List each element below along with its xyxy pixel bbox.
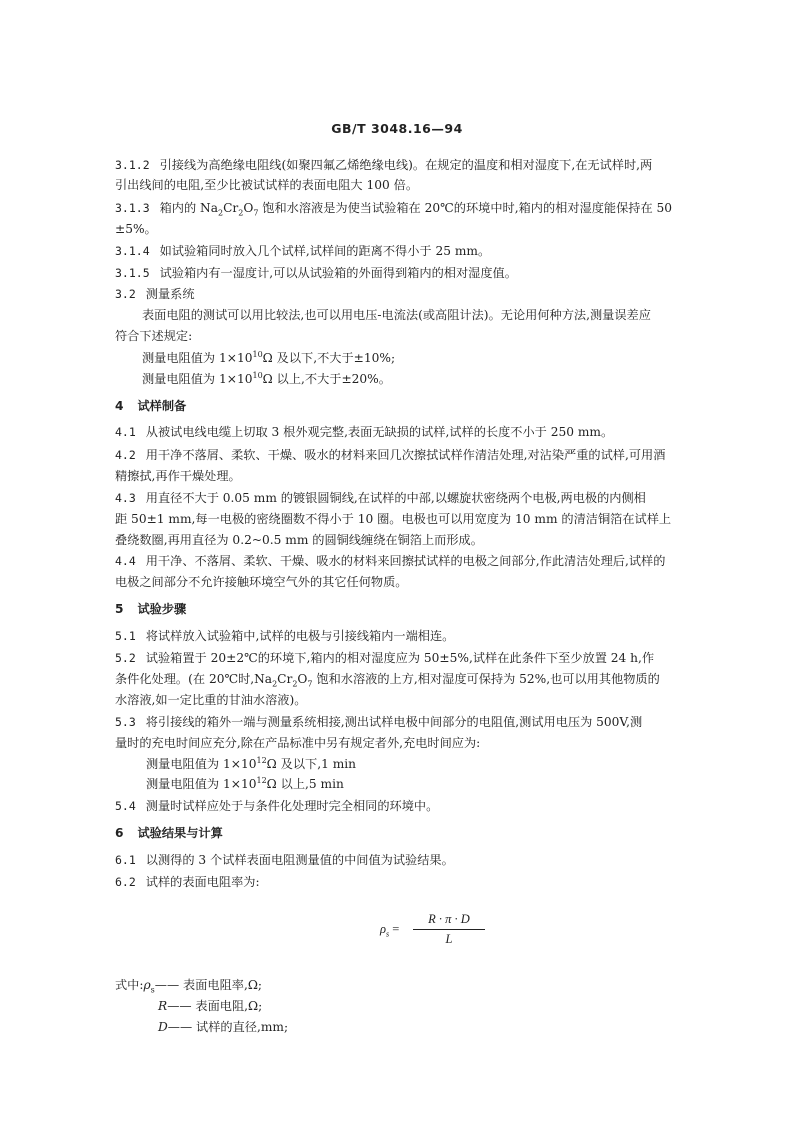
clause-5-2-cont-2: 水溶液,如一定比重的甘油水溶液)。 — [115, 693, 307, 707]
section-6-heading: 6 试验结果与计算 — [115, 826, 223, 840]
clause-5-3-cont: 量时的充电时间应充分,除在产品标准中另有规定者外,充电时间应为: — [115, 736, 481, 750]
clause-5-3: 5.3 将引接线的箱外一端与测量系统相接,测出试样电极中间部分的电阻值,测试用电压为 500V,测 — [115, 715, 643, 729]
clause-3-2-body: 表面电阻的测试可以用比较法,也可以用电压-电流法(或高阻计法)。无论用何种方法,测量误差应 — [142, 308, 651, 322]
clause-5-1: 5.1 将试样放入试验箱中,试样的电极与引接线箱内一端相连。 — [115, 629, 455, 643]
formula-numerator: R · π · D — [428, 912, 470, 926]
clause-6-2: 6.2 试样的表面电阻率为: — [115, 875, 260, 889]
clause-4-4-cont: 电极之间部分不允许接触环境空气外的其它任何物质。 — [115, 575, 408, 589]
where-rho: 式中$:\rho_s——$ 表面电阻率,Ω; — [115, 978, 263, 995]
where-d: D—— 试样的直径,mm; — [158, 1020, 289, 1034]
section-4-heading: 4 试样制备 — [115, 399, 187, 413]
formula-fraction — [413, 912, 485, 947]
clause-3-1-5: 3.1.5 试验箱内有一湿度计,可以从试验箱的外面得到箱内的相对湿度值。 — [115, 266, 517, 280]
clause-6-1: 6.1 以测得的 3 个试样表面电阻测量值的中间值为试验结果。 — [115, 853, 454, 867]
clause-3-1-3: 3.1.3 箱内的 $Na_2Cr_2O_7$ 饱和水溶液是为使当试验箱在 20℃的环境中时,箱内的相对湿度能保持在 50 — [115, 201, 673, 218]
clause-4-4: 4.4 用干净、不落屑、柔软、干燥、吸水的材料来回擦拭试样的电极之间部分,作此清洁处理后,试样的 — [115, 554, 666, 568]
clause-3-2: 3.2 测量系统 — [115, 287, 195, 301]
clause-4-2-cont: 精擦拭,再作干燥处理。 — [115, 469, 241, 483]
fraction-bar — [413, 929, 485, 930]
where-r: R—— 表面电阻,Ω; — [158, 999, 263, 1013]
clause-3-2-body-cont: 符合下述规定: — [115, 329, 193, 343]
clause-4-2: 4.2 用干净不落屑、柔软、干燥、吸水的材料来回几次擦拭试样作清洁处理,对沾染严重的试样,可用酒 — [115, 448, 666, 462]
tolerance-line-1: 测量电阻值为 $1\times 10^{10}\Omega$ 及以下,不大于±10%; — [142, 349, 396, 365]
clause-5-4: 5.4 测量时试样应处于与条件化处理时完全相同的环境中。 — [115, 799, 439, 813]
formula-denominator: L — [445, 932, 453, 946]
page-header: GB/T 3048.16—94 — [331, 121, 463, 136]
clause-5-2-cont-1: 条件化处理。(在 20℃时$,Na_2Cr_2O_7$ 饱和水溶液的上方,相对湿度可保持为 52%,也可以用其他物质的 — [115, 672, 660, 689]
charge-time-line-2: 测量电阻值为 $1\times 10^{12}\Omega$ 以上,5 min — [146, 775, 344, 791]
clause-3-1-3-cont: ±5%。 — [115, 222, 157, 236]
formula-lhs: $\rho_s$ = — [380, 922, 400, 939]
clause-3-1-2: 3.1.2 引接线为高绝缘电阻线(如聚四氟乙烯绝缘电线)。在规定的温度和相对湿度下,在无试样时,两 — [115, 158, 653, 172]
clause-5-2: 5.2 试验箱置于 20±2℃的环境下,箱内的相对湿度应为 50±5%,试样在此条件下至少放置 24 h,作 — [115, 651, 655, 665]
tolerance-line-2: 测量电阻值为 $1\times 10^{10}\Omega$ 以上,不大于±20%。 — [142, 370, 391, 386]
clause-3-1-2-cont: 引出线间的电阻,至少比被试试样的表面电阻大 100 倍。 — [115, 178, 419, 192]
charge-time-line-1: 测量电阻值为 $1\times 10^{12}\Omega$ 及以下,1 min — [146, 755, 357, 771]
clause-4-1: 4.1 从被试电线电缆上切取 3 根外观完整,表面无缺损的试样,试样的长度不小于 250 mm。 — [115, 425, 614, 439]
clause-4-3-cont-1: 距 50±1 mm,每一电极的密绕圈数不得小于 10 圈。电极也可以用宽度为 10 mm 的清洁铜箔在试样上 — [115, 512, 672, 526]
clause-4-3: 4.3 用直径不大于 0.05 mm 的镀银圆铜线,在试样的中部,以螺旋状密绕两个电极,两电极的内侧相 — [115, 491, 646, 505]
clause-3-1-4: 3.1.4 如试验箱同时放入几个试样,试样间的距离不得小于 25 mm。 — [115, 244, 491, 258]
clause-4-3-cont-2: 叠绕数圈,再用直径为 0.2~0.5 mm 的圆铜线缠绕在铜箔上而形成。 — [115, 533, 483, 547]
section-5-heading: 5 试验步骤 — [115, 602, 187, 616]
